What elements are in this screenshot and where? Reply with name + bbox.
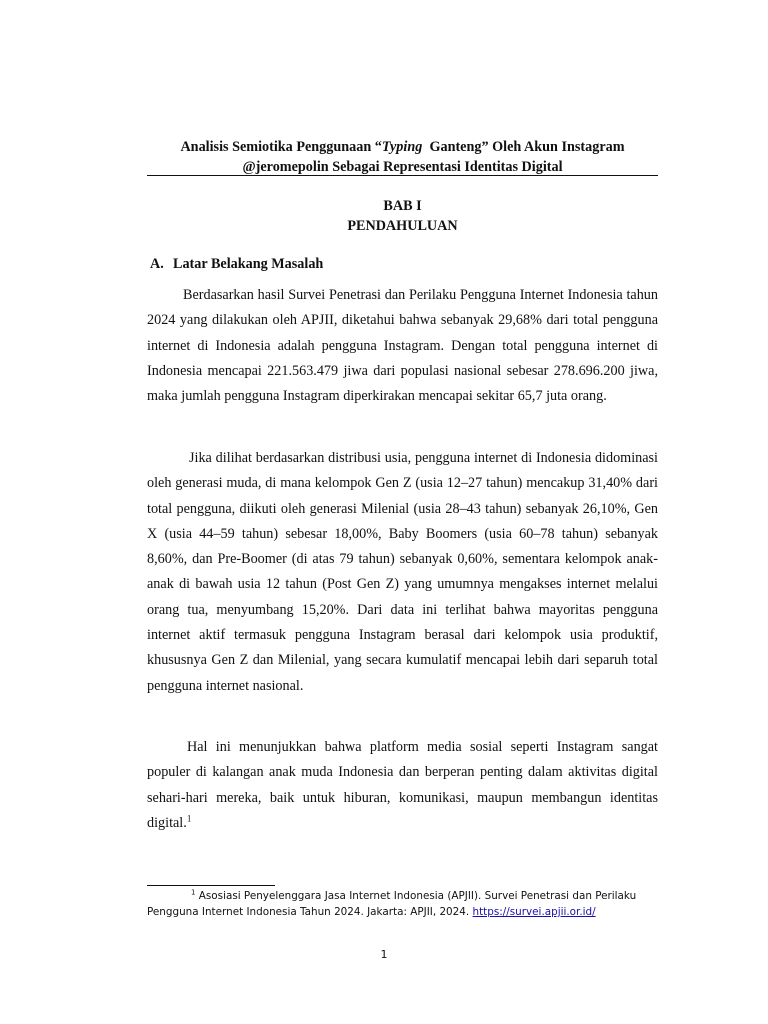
title-line-1-start: Analisis Semiotika Penggunaan “ [180, 139, 382, 155]
title-underline [147, 175, 658, 176]
footnote-reference[interactable]: 1 [186, 813, 192, 824]
title-line-1-end: Ganteng” Oleh Akun Instagram [422, 139, 625, 155]
chapter-number: BAB I [383, 198, 422, 214]
chapter-heading [147, 196, 658, 236]
footnote-link[interactable]: https://survei.apjii.or.id/ [472, 906, 596, 918]
title-line-1 [147, 137, 658, 157]
title-italic-word: Typing [381, 139, 423, 155]
footnote-mark: 1 [191, 888, 196, 897]
section-heading [150, 254, 323, 274]
paragraph-1: Berdasarkan hasil Survei Penetrasi dan Perilaku Pengguna Internet Indonesia tahun 2024 yang dilakukan oleh APJII, diketahui bahwa sebanyak 29,68% dari total pengguna internet di Indonesia adalah pengguna Instagram. Dengan total pengguna internet di Indonesia mencapai 221.563.479 jiwa dari populasi nasional sebesar 278.696.200 jiwa, maka jumlah pengguna Instagram diperkirakan mencapai sekitar 65,7 juta orang. [147, 287, 658, 405]
section-title: Latar Belakang Masalah [173, 256, 324, 272]
document-title [147, 137, 658, 177]
footnote-separator [147, 885, 275, 886]
paragraph-2: Jika dilihat berdasarkan distribusi usia, pengguna internet di Indonesia didominasi oleh generasi muda, di mana kelompok Gen Z (usia 12–27 tahun) mencakup 31,40% dari total pengguna, diikuti oleh generasi Milenial (usia 28–43 tahun) sebanyak 26,10%, Gen X (usia 44–59 tahun) sebesar 18,00%, Baby Boomers (usia 60–78 tahun) sebanyak 8,60%, dan Pre-Boomer (di atas 79 tahun) sebanyak 0,60%, sementara kelompok anak-anak di bawah usia 12 tahun (Post Gen Z) yang umumnya mengakses internet melalui orang tua, menyumbang 15,20%. Dari data ini terlihat bahwa mayoritas pengguna internet aktif termasuk pengguna Instagram berasal dari kelompok usia produktif, khususnya Gen Z dan Milenial, yang secara kumulatif mencapai lebih dari separuh total pengguna internet nasional. [147, 450, 658, 694]
chapter-name: PENDAHULUAN [347, 218, 458, 234]
paragraph-3 [147, 735, 658, 836]
title-line-2: @jeromepolin Sebagai Representasi Identitas Digital [242, 159, 563, 175]
page-number: 1 [380, 948, 388, 961]
paragraph-3-text: Hal ini menunjukkan bahwa platform media sosial seperti Instagram sangat populer di kalangan anak muda Indonesia dan berperan penting dalam aktivitas digital sehari-hari mereka, baik untuk hiburan, komunikasi, maupun membangun identitas digital. [147, 739, 658, 831]
footnote [147, 888, 658, 920]
footnote-text: Asosiasi Penyelenggara Jasa Internet Indonesia (APJII). Survei Penetrasi dan Perilaku Pengguna Internet Indonesia Tahun 2024. Jakarta: APJII, 2024. [147, 890, 637, 918]
section-number: A. [150, 256, 164, 272]
